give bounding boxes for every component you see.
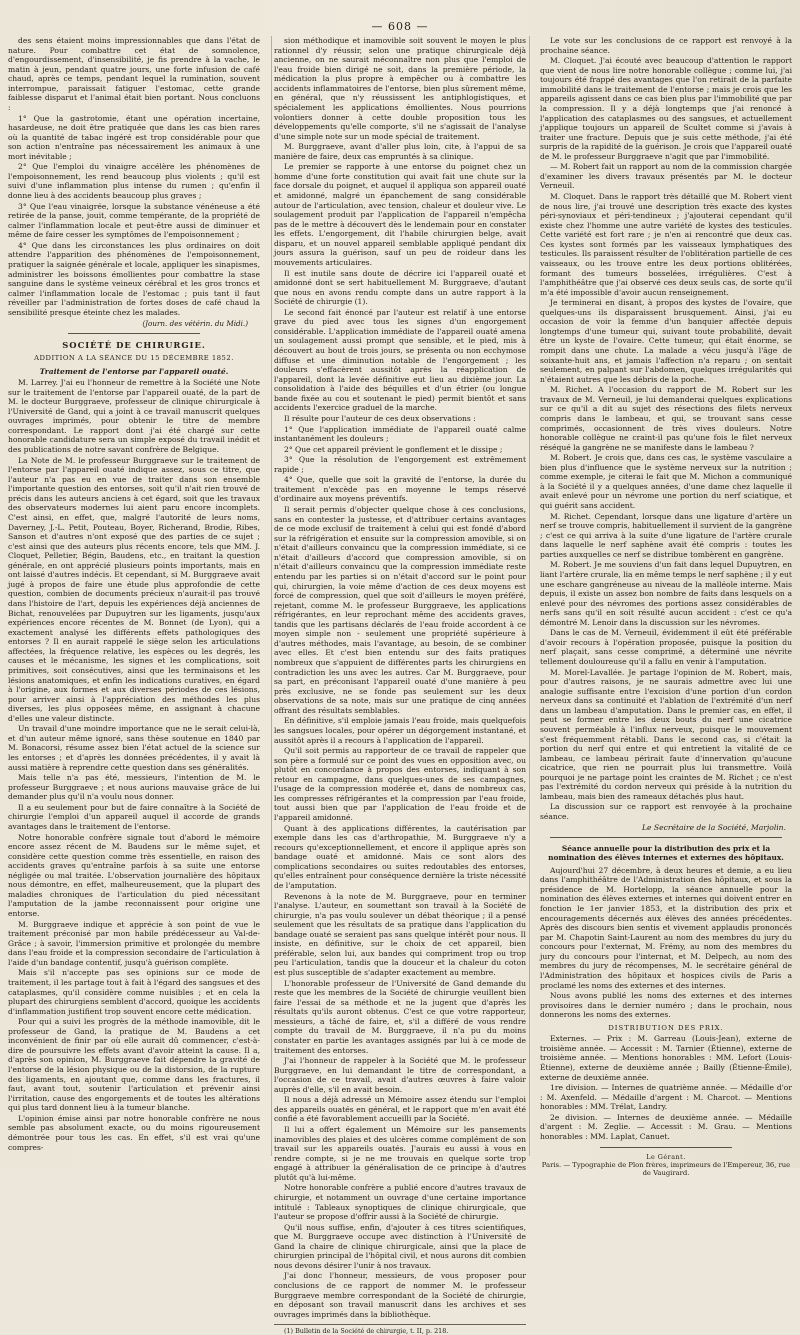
section-title-societe-chirurgie: SOCIÉTÉ DE CHIRURGIE.	[62, 340, 206, 351]
colophon	[540, 1153, 792, 1178]
paragraph: Le premier se rapporte à une entorse du poignet chez un homme d'une forte constitution qui avait fait une chute sur la face dorsale du poignet, et auquel il appliqua son appareil ouaté et amidonné, malgré un épanchement de sang considérable autour de l'articulation, avec tension, chaleur et douleur vive. Le soulagement produit par l'application de l'appareil n'empêcha pas de le mettre à découvert dès le lendemain pour en constater les effets. L'engorgement, dit l'habile chirurgien belge, avait disparu, et un nouvel appareil semblable appliqué pendant dix jours assura la guérison, sauf un peu de roideur dans les mouvements articulaires.	[274, 162, 526, 267]
paragraph: J'ai donc l'honneur, messieurs, de vous proposer pour conclusions de ce rapport de nommer M. le professeur Burggraeve membre correspondant de la Société de chirurgie, en déposant son travail manuscrit dans les archives et ses ouvrages imprimés dans la bibliothèque.	[274, 1271, 526, 1319]
paragraph: M. Burggraeve, avant d'aller plus loin, cite, à l'appui de sa manière de faire, deux cas empruntés à sa clinique.	[274, 142, 526, 161]
columns	[8, 36, 792, 1335]
paragraph: Je terminerai en disant, à propos des kystes de l'ovaire, que quelques-uns ils disparaissent brusquement. Ainsi, j'ai eu occasion de voir la femme d'un banquier affectée depuis longtemps d'une tumeur qui, suivant toute probabilité, devait être un kyste de l'ovaire. Cette tumeur, qui était énorme, se rompit dans une chute. La malade a vécu jusqu'à l'âge de soixante-huit ans, et jamais l'affection n'a reparu ; on sentait seulement, en palpant sur l'abdomen, quelques irrégularités qui n'étaient autres que les débris de la poche.	[540, 298, 792, 384]
paragraph: 4° Que, quelle que soit la gravité de l'entorse, la durée du traitement n'excède pas en moyenne le temps réservé d'ordinaire aux moyens préventifs.	[274, 475, 526, 504]
section-title-seance-annuelle: Séance annuelle pour la distribution des prix et la nomination des élèves internes et externes des hôpitaux.	[548, 844, 784, 863]
paragraph: Il est inutile sans doute de décrire ici l'appareil ouaté et amidonné dont se sert habituellement M. Burggraeve, d'autant que nous en avons rendu compte dans un autre rapport à la Société de chirurgie (1).	[274, 268, 526, 307]
paragraph: M. Larrey. J'ai eu l'honneur de remettre à la Société une Note sur le traitement de l'entorse par l'appareil ouaté, de la part de M. le docteur Burggraeve, professeur de clinique chirurgicale à l'Université de Gand, qui a joint à ce travail manuscrit quelques ouvrages imprimés, pour obtenir le titre de membre correspondant. Le rapport dont j'ai été chargé sur cette honorable candidature sera un simple exposé du travail inédit et des publications de notre savant confrère de Belgique.	[8, 378, 260, 455]
article-title: Traitement de l'entorse par l'appareil ouaté.	[39, 366, 229, 376]
paragraph: Il nous a déjà adressé un Mémoire assez étendu sur l'emploi des appareils ouatés en général, et le rapport que m'en avait été confié a été favorablement accueilli par la Société.	[274, 1095, 526, 1124]
paragraph: Il lui a offert également un Mémoire sur les pansements inamovibles des plaies et des ulcères comme complément de son travail sur les appareils ouatés. J'aurais eu aussi à vous en rendre compte, si je ne me trouvais en quelque sorte trop engagé à attribuer la généralisation de ce principe à d'autres plutôt qu'à lui-même.	[274, 1125, 526, 1182]
column-2-paragraphs	[274, 36, 526, 1319]
page-number: — 608 —	[371, 20, 429, 33]
divider-rule	[550, 837, 782, 838]
paragraph: 1° Que la gastrotomie, étant une opération incertaine, hasardeuse, ne doit être pratiquée que dans les cas bien rares où la quantité de tabac ingéré est trop considérable pour que son action n'entraîne pas nécessairement les animaux à une mort inévitable ;	[8, 113, 260, 161]
paragraph: M. Richet. Cependant, lorsque dans une ligature d'artère un nerf se trouve compris, habituellement il survient de la gangrène ; c'est ce qui arriva à la suite d'une ligature de l'artère crurale dans laquelle le nerf saphène avait été compris : toutes les parties auxquelles ce nerf se distribue tombèrent en gangrène.	[540, 511, 792, 559]
paragraph: Qu'il soit permis au rapporteur de ce travail de rappeler que son père a formulé sur ce point des vues en opposition avec, ou plutôt en concordance à propos des entorses, indiquant à son retour en campagne, dans quelques-unes de ses campagnes, l'usage de la compression modérée et, dans de nombreux cas, les compresses réfrigérantes et la compression par l'eau froide, tout aussi bien que par l'application de l'eau froide et de l'appareil amidonné.	[274, 746, 526, 822]
paragraph: Notre honorable confrère signale tout d'abord le mémoire encore assez récent de M. Baudens sur le même sujet, et considère cette question comme très essentielle, en raison des accidents graves qu'entraîne parfois à sa suite une entorse négligée ou mal traitée. L'observation journalière des hôpitaux nous démontre, en effet, malheureusement, que la plupart des maladies chroniques de l'articulation du pied nécessitant l'amputation de la jambe reconnaissent pour origine une entorse.	[8, 832, 260, 919]
column-3-seance-paragraphs	[540, 866, 792, 1020]
paragraph: Il a eu seulement pour but de faire connaître à la Société de chirurgie l'emploi d'un appareil auquel il accorde de grands avantages dans le traitement de l'entorse.	[8, 802, 260, 831]
paragraph: Qu'il nous suffise, enfin, d'ajouter à ces titres scientifiques, que M. Burggraeve occupe avec distinction à l'Université de Gand la chaire de clinique chirurgicale, ainsi que la place de chirurgien principal de l'hôpital civil, et nous aurons dit combien nous devons désirer l'unir à nos travaux.	[274, 1222, 526, 1270]
paragraph: Mais s'il n'accepte pas ses opinions sur ce mode de traitement, il les partage tout à fait à l'égard des sangsues et des cataplasmes, qu'il considère comme nuisibles ; et en cela la plupart des chirurgiens semblent d'accord, quoique les accidents d'inflammation justifient trop souvent encore cette médication.	[8, 968, 260, 1016]
colophon-label: Le Gérant.	[646, 1152, 686, 1161]
paragraph: J'ai l'honneur de rappeler à la Société que M. le professeur Burggraeve, en lui demandant le titre de correspondant, a l'occasion de ce travail, avait d'autres œuvres à faire valoir auprès d'elle, s'il en avait besoin.	[274, 1056, 526, 1094]
paragraph: M. Morel-Lavallée. Je partage l'opinion de M. Robert, mais, pour d'autres raisons, je ne saurais admettre avec lui une analogie suffisante entre l'excision d'une portion d'un cordon nerveux dans sa continuité et l'ablation de l'extrémité d'un nerf dans un lambeau d'amputation. Dans le premier cas, en effet, il peut se former entre les deux bouts du nerf une cicatrice souvent perméable à l'influx nerveux, puisque le mouvement s'est fréquemment rétabli. Dans le second cas, si c'était la portion du nerf qui entre et qui entretient la vitalité de ce lambeau, ce lambeau périrait faute d'innervation qu'aucune cicatrice, que rien ne pourrait plus lui transmettre. Voilà pourquoi je ne partage point les craintes de M. Richet ; ce n'est pas l'extrémité du cordon nerveux qui préside à la nutrition du lambeau, mais bien des rameaux détachés plus haut.	[540, 667, 792, 801]
paragraph: L'honorable professeur de l'Université de Gand demande du reste que les membres de la Société de chirurgie veuillent bien faire l'essai de sa méthode et ne la jugent que d'après les résultats qu'ils auront obtenus. C'est ce que votre rapporteur, messieurs, a tâché de faire, et, s'il a différé de vous rendre compte du travail de M. Burggraeve, il n'a pu du moins constater en partie les avantages assignés par lui à ce mode de traitement des entorses.	[274, 978, 526, 1055]
paragraph: sion méthodique et inamovible soit souvent le moyen le plus rationnel d'y réussir, selon une pratique chirurgicale déjà ancienne, on ne saurait méconnaître non plus que l'emploi de l'eau froide bien dirigé ne soit, dans la première période, la médication la plus propre à empêcher ou à combattre les accidents inflammatoires de l'entorse, bien plus sûrement même, en général, que n'y réussissent les antiphlogistiques, et spécialement les applications émollientes. Nous pourrions volontiers donner à cette double proposition tous les développements qu'elle comporte, s'il ne s'agissait de l'analyse d'une simple note sur un mode spécial de traitement.	[274, 36, 526, 141]
section-subtitle: ADDITION A LA SÉANCE DU 15 DÉCEMBRE 1852.	[34, 353, 234, 362]
paragraph: des sens étaient moins impressionnables que dans l'état de nature. Pour combattre cet état de somnolence, d'engourdissement, d'insensibilité, je fis prendre à la vache, le matin à jeun, pendant quatre jours, une forte infusion de café chaud, après ce temps, pendant lequel la rumination, souvent interrompue, paraissait fatiguer l'estomac, cette grande faiblesse disparut et l'animal était bien portant. Nous concluons :	[8, 36, 260, 112]
paragraph: 3° Que la résolution de l'engorgement est extrêmement rapide ;	[274, 455, 526, 474]
paragraph: L'opinion émise ainsi par notre honorable confrère ne nous semble pas absolument exacte, ou du moins rigoureusement démontrée pour tous les cas. En effet, s'il est vrai qu'une compres-	[8, 1113, 260, 1152]
column-3-paragraphs	[540, 36, 792, 801]
paragraph: Dans le cas de M. Verneuil, évidemment il eût été préférable d'avoir recours à l'opération proposée, puisque la position du nerf plaçait, sans cesse comprimé, a déterminé une névrite tellement douloureuse qu'il a fallu en venir à l'amputation.	[540, 628, 792, 666]
source-citation: (Journ. des vétérin. du Midi.)	[142, 319, 248, 329]
paragraph: M. Cloquet. J'ai écouté avec beaucoup d'attention le rapport que vient de nous lire notre honorable collègue ; comme lui, j'ai toujours été frappé des avantages que l'on retirait de la parfaite immobilité dans le traitement de l'entorse ; mais je crois que les appareils agissent dans ce cas bien plus par l'immobilité que par la compression. Il y a déjà longtemps que j'ai renoncé à l'application des cataplasmes ou des sangsues, et actuellement j'applique toujours un appareil de Scultet comme si j'avais à traiter une fracture. Depuis que je suis cette méthode, j'ai été surpris de la rapidité de la guérison. Je crois que l'appareil ouaté de M. le professeur Burggraeve n'agit que par l'immobilité.	[540, 56, 792, 161]
column-1-article-paragraphs	[8, 378, 260, 1152]
paragraph: 1° Que l'application immédiate de l'appareil ouaté calme instantanément les douleurs ;	[274, 424, 526, 444]
paragraph: Notre honorable confrère a publié encore d'autres travaux de chirurgie, et notamment un ouvrage d'une certaine importance intitulé : Tableaux synoptiques de clinique chirurgicale, que l'auteur se propose d'offrir aussi à la Société de chirurgie.	[274, 1183, 526, 1222]
paragraph: M. Robert. Je crois que, dans ces cas, le système vasculaire a bien plus d'influence que le système nerveux sur la nutrition ; comme exemple, je citerai le fait que M. Michon a communiqué à la Société il y a quelques années, d'une dame chez laquelle il avait enlevé pour un névrome une portion du nerf sciatique, et qui guérit sans accident.	[540, 453, 792, 510]
secretary-signature: Le Secrétaire de la Société, Marjolin.	[641, 822, 786, 832]
column-1-paragraphs	[8, 36, 260, 317]
paragraph: 2° Que l'emploi du vinaigre accélère les phénomènes de l'empoisonnement, les rend beaucoup plus violents ; qu'il est suivi d'une inflammation plus intense du rumen ; qu'enfin il donne lieu à des accidents beaucoup plus graves ;	[8, 162, 260, 200]
paragraph: M. Burggraeve indique et apprécie à son point de vue le traitement préconisé par mon habile prédécesseur au Val-de-Grâce ; à savoir, l'immersion primitive et prolongée du membre dans l'eau froide et la compression secondaire de l'articulation à l'aide d'un bandage contentif, jusqu'à guérison complète.	[8, 919, 260, 967]
paragraph: — M. Robert fait un rapport au nom de la commission chargée d'examiner les divers travaux présentés par M. le docteur Verneuil.	[540, 162, 792, 191]
divider-rule	[68, 333, 200, 334]
paragraph: La Note de M. le professeur Burggraeve sur le traitement de l'entorse par l'appareil ouaté indique assez, sous ce titre, que l'auteur n'a pas eu en vue de traiter dans son ensemble l'importante question des entorses, soit qu'il n'ait rien trouvé de précis dans les auteurs anciens à cet égard, soit que les travaux des observateurs modernes lui aient paru encore incomplets. C'est ainsi, en effet, que, malgré l'autorité de leurs noms, Daverney, J.-L. Petit, Pouteau, Boyer, Richerand, Brodie, Ribes, Sanson et d'autres n'ont exposé que des parties de ce sujet ; c'est ainsi que des auteurs plus récents encore, tels que MM. J. Cloquet, Pelletier, Bégin, Baudens, etc., en traitant la question générale, en ont apprécié plusieurs points importants, mais en ont laissé d'autres indécis. Et cependant, si M. Burggraeve avait jugé à propos de faire une étude plus approfondie de cette question, combien de documents précieux n'aurait-il pas trouvé dans l'histoire de l'art, depuis les expériences déjà anciennes de Bichat, renouvelées par Dupuytren sur les ligaments, jusqu'aux expériences encore récentes de M. Bonnet (de Lyon), qui a exactement analysé les différents effets pathologiques des entorses ? Il en aurait rappelé le siège selon les articulations affectées, la fréquence relative, les espèces ou les degrés, les causes et le mécanisme, les signes et les complications, soit primitives, soit consécutives, ainsi que les terminaisons et les lésions anatomiques, et enfin les indications curatives, en égard à l'origine, aux formes et aux diverses périodes de ces lésions, pour arriver ainsi à l'appréciation des méthodes les plus diverses, les plus opposées même, en assignant à chacune d'elles une valeur distincte.	[8, 455, 260, 723]
column-3-prize-paragraphs	[540, 1034, 792, 1141]
paragraph: Il serait permis d'objecter quelque chose à ces conclusions, sans en contester la justesse, et d'attribuer certains avantages de ce mode exclusif de traitement à celui qui est fondé d'abord sur la réfrigération et ensuite sur la compression amovible, si on n'était d'ailleurs convaincu que la compression immédiate, si ce n'était d'ailleurs d'accord que compression amovible, si on n'était d'ailleurs convaincu que la compression immédiate reste entendu par les parties si on n'était d'accord sur le point pour qui, chirurgien, la voie même d'action de ces deux moyens est forcé de compression, quel que soit d'ailleurs le moyen préféré, rejetant, comme M. le professeur Burggraeve, les applications réfrigérantes, en leur reprochant même des accidents graves, tandis que les partisans déclarés de l'eau froide accordent à ce moyen simple non - seulement une propriété supérieure à d'autres méthodes, mais l'avantage, au besoin, de se combiner avec elles. Et c'est bien entendu sur des faits pratiques nombreux que s'appuient de différentes parts les chirurgiens en contradiction les uns avec les autres. Car M. Burggraeve, pour sa part, en préconisant l'appareil ouaté d'une manière à peu près exclusive, ne se fonde pas seulement sur les deux observations de sa note, mais sur une pratique de cinq années offrant des résultats semblables.	[274, 505, 526, 715]
paragraph: Le vote sur les conclusions de ce rapport est renvoyé à la prochaine séance.	[540, 36, 792, 55]
paragraph: Un travail d'une moindre importance que ne le serait celui-là, et d'un auteur même ignoré, sans thèse soutenue en 1840 par M. Bonacorsi, résume assez bien l'état actuel de la science sur les entorses ; et d'après les données précédentes, il y avait là aussi matière à reprendre cette question dans ses généralités.	[8, 724, 260, 772]
paragraph: Pour qui a suivi les progrès de la méthode inamovible, dit le professeur de Gand, la pratique de M. Baudens a cet inconvénient de finir par où elle aurait dû commencer, c'est-à-dire de poursuivre les effets avant d'avoir atteint la cause. Il a, d'après son opinion, M. Burggraeve fait dépendre la gravité de l'entorse de la lésion physique ou de la distorsion, de la rupture des ligaments, en ajoutant que, comme dans les fractures, il faut, avant tout, soutenir l'articulation et prévenir ainsi l'irritation, cause des engorgements et de toutes les altérations qui plus tard donnent lieu à la tumeur blanche.	[8, 1017, 260, 1113]
divider-rule	[600, 1147, 732, 1148]
paragraph: 1re division. — Internes de quatrième année. — Médaille d'or : M. Axenfeld. — Médaille d'argent : M. Charcot. — Mentions honorables : MM. Trélat, Landry.	[540, 1083, 792, 1112]
footnote: (1) Bulletin de la Société de chirurgie, t. II, p. 218.	[274, 1324, 526, 1335]
paragraph: Externes. — Prix : M. Garreau (Louis-Jean), externe de troisième année. — Accessit : M. Tarnier (Étienne), externe de troisième année. — Mentions honorables : MM. Lefort (Louis-Étienne), externe de deuxième année ; Bailly (Étienne-Émile), externe de deuxième année.	[540, 1034, 792, 1082]
paragraph: M. Richet. A l'occasion du rapport de M. Robert sur les travaux de M. Verneuil, je lui demanderai quelques explications sur ce qu'il a dit au sujet des résections des filets nerveux compris dans le lambeau, et qui, se trouvant sans cesse comprimés, occasionnent de très vives douleurs. Notre honorable collègue ne craint-il pas qu'une fois le filet nerveux réséqué la gangrène ne se manifeste dans le lambeau ?	[540, 385, 792, 452]
distribution-title: DISTRIBUTION DES PRIX.	[608, 1023, 724, 1032]
column-3	[540, 36, 792, 1178]
paragraph: M. Cloquet. Dans le rapport très détaillé que M. Robert vient de nous lire, j'ai trouvé une description très exacte des kystes péri-synoviaux et péri-tendineux ; j'ajouterai cependant qu'il existe chez l'homme une autre variété de kystes des testicules. Cette variété est fort rare ; je n'en ai rencontré que deux cas. Ces kystes sont formés par les vaisseaux lymphatiques des testicules. Ils paraissent résulter de l'oblitération partielle de ces vaisseaux, ou les trouve entre les deux portions oblitérées, formant des tumeurs bosselées, irrégulières. C'est à l'amphithéâtre que j'ai observé ces deux seuls cas, de sorte qu'il m'a été impossible d'avoir aucun renseignement.	[540, 192, 792, 297]
paragraph: Aujourd'hui 27 décembre, à deux heures et demie, a eu lieu dans l'amphithéâtre de l'Administration des hôpitaux, et sous la présidence de M. Hortelopp, la séance annuelle pour la nomination des élèves externes et internes qui doivent entrer en fonction le 1er janvier 1853, et la distribution des prix et encouragements décernés aux élèves des années précédentes. Après des discours bien sentis et vivement applaudis prononcés par M. Chapotin Saint-Laurent au nom des membres du jury du concours pour l'externat, M. Frémy, au nom des membres du jury du concours pour l'internat, et M. Delpech, au nom des membres du jury de récompenses, M. le secrétaire général de l'Administration des hôpitaux et hospices civils de Paris a proclamé les noms des externes et des internes.	[540, 865, 792, 990]
paragraph: M. Robert. Je me souviens d'un fait dans lequel Dupuytren, en liant l'artère crurale, lia en même temps le nerf saphène ; il y eut une eschare gangréneuse au niveau de la malléole interne. Mais depuis, il existe un assez bon nombre de faits dans lesquels on a enlevé pour des névromes des portions assez considérables de nerfs sans qu'il en soit résulté aucun accident : c'est ce qu'a démontré M. Lenoir dans la discussion sur les névromes.	[540, 560, 792, 627]
paragraph: En définitive, s'il emploie jamais l'eau froide, mais quelquefois les sangsues locales, pour opérer un dégorgement instantané, et aussitôt après il a recours à l'application de l'appareil.	[274, 716, 526, 745]
paragraph: 2e division. — Internes de deuxième année. — Médaille d'argent : M. Zeglie. — Accessit : M. Grau. — Mentions honorables : MM. Laplat, Canuet.	[540, 1112, 792, 1141]
paragraph: Nous avons publié les noms des externes et des internes provisoires dans le dernier numéro ; dans le prochain, nous donnerons les noms des externes.	[540, 991, 792, 1020]
paragraph: Il résulte pour l'auteur de ces deux observations :	[284, 413, 476, 423]
paragraph: 3° Que l'eau vinaigrée, lorsque la substance vénéneuse a été retirée de la panse, jouit, comme tempérante, de la propriété de calmer l'inflammation locale et peut-être aussi de diminuer et même de faire cesser les symptômes de l'empoisonnement ;	[8, 201, 260, 240]
column-2	[274, 36, 526, 1335]
paragraph: Revenons à la note de M. Burggraeve, pour en terminer l'analyse. L'auteur, en soumettant son travail à la Société de chirurgie, n'a pas voulu soulever un débat théorique ; il a pensé seulement que les résultats de sa pratique dans l'application du bandage ouaté se seraient pas sans quelque intérêt pour nous. Il insiste, en définitive, sur le choix de cet appareil, bien préférable, selon lui, aux bandes qui compriment trop ou trop peu l'articulation, tandis que la douceur et la chaleur du coton est plus susceptible de s'adapter exactement au membre.	[274, 891, 526, 977]
paragraph: Le second fait énoncé par l'auteur est relatif à une entorse grave du pied avec tous les signes d'un engorgement considérable. L'application immédiate de l'appareil ouaté amena un soulagement aussi prompt que sensible, et le pied, mis à découvert au bout de trois jours, se présenta ou non ecchymose diffuse et une diminution notable de l'engorgement ; les douleurs s'effacèrent aussitôt après la réapplication de l'appareil, dont la levée définitive eut lieu au dixième jour. La consolidation à l'aide des béquilles et d'un étrier (ou longue bande fixée au cou et soutenant le pied) permit bientôt et sans accidents l'exercice graduel de la marche.	[274, 307, 526, 413]
paragraph: Quant à des applications différentes, la cautérisation par exemple dans les cas d'arthropathie, M. Burggraeve n'y a recours qu'exceptionnellement, et encore il applique après son bandage ouaté et amidonné. Mais ce sont alors des complications secondaires ou suites redoutables des entorses, qu'elles entraînent pour conséquence dernière la triste nécessité de l'amputation.	[274, 823, 526, 890]
colophon-text: Paris. — Typographie de Plon frères, imprimeurs de l'Empereur, 36, rue de Vaugirard.	[541, 1160, 791, 1178]
paragraph: 2° Que cet appareil prévient le gonflement et le dissipe ;	[284, 444, 503, 454]
discussion-end-note: La discussion sur ce rapport est renvoyée à la prochaine séance.	[540, 802, 792, 821]
paragraph: Mais telle n'a pas été, messieurs, l'intention de M. le professeur Burggraeve ; et nous aurions mauvaise grâce de lui demander plus qu'il n'a voulu nous donner.	[8, 773, 260, 802]
paragraph: 4° Que dans les circonstances les plus ordinaires on doit attendre l'apparition des phénomènes de l'empoisonnement, pratiquer la saignée générale et locale, appliquer les sinapismes, administrer les boissons émollientes pour combattre la stase sanguine dans le système veineux cérébral et les gros troncs et calmer l'inflammation locale de l'estomac ; puis tant il faut réveiller par l'administration de fortes doses de café chaud la sensibilité presque éteinte chez les malades.	[8, 240, 260, 317]
column-1	[8, 36, 260, 1156]
